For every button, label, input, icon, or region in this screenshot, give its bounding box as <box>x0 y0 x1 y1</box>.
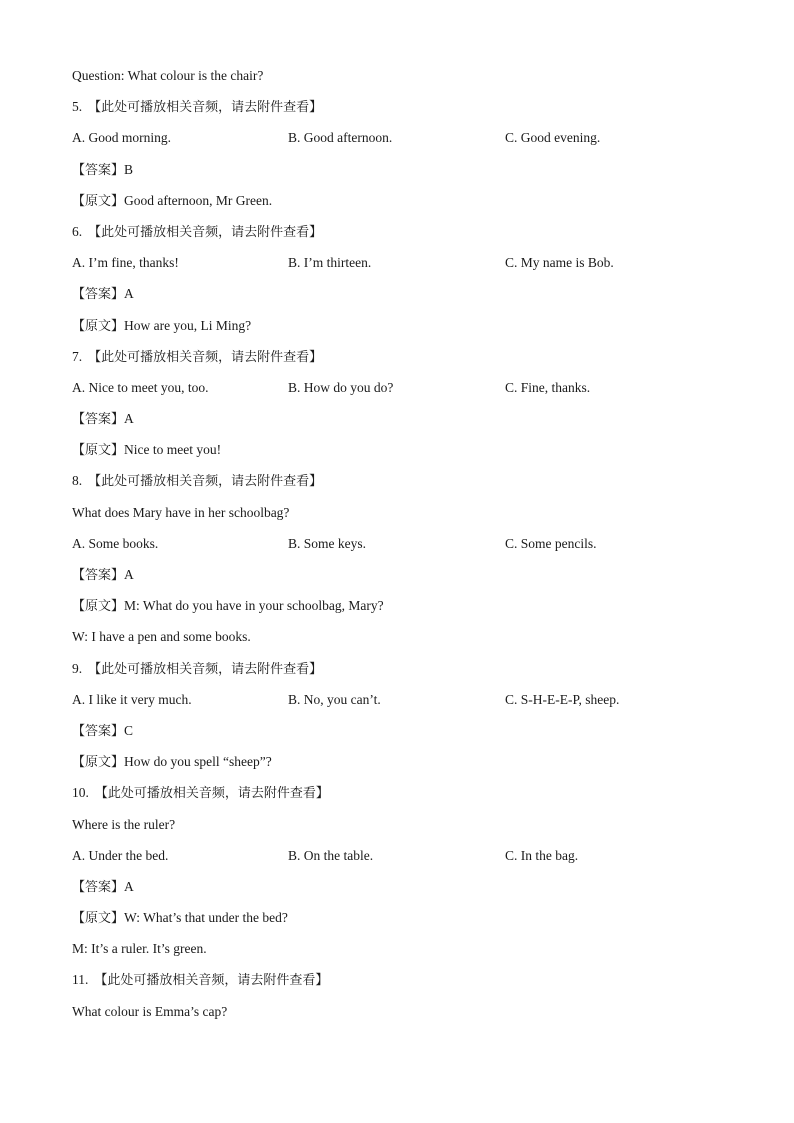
transcript-line: 【原文】How do you spell “sheep”? <box>72 754 272 771</box>
option-c: C. Some pencils. <box>505 535 597 551</box>
option-b: B. How do you do? <box>288 379 394 395</box>
question-header: 5. 【此处可播放相关音频，请去附件查看】 <box>72 99 323 116</box>
answer-options <box>72 686 732 717</box>
option-a: A. Good morning. <box>72 130 171 146</box>
answer-options <box>72 249 732 280</box>
answer-line: 【答案】C <box>72 722 134 739</box>
option-c: C. Fine, thanks. <box>505 379 591 395</box>
transcript-continuation: W: I have a pen and some books. <box>72 629 251 645</box>
answer-line: 【答案】A <box>72 567 134 583</box>
answer-options <box>72 530 732 561</box>
answer-options <box>72 842 732 873</box>
question-prompt: What does Mary have in her schoolbag? <box>72 504 290 520</box>
option-a: A. Under the bed. <box>72 847 169 863</box>
answer-options <box>72 124 732 155</box>
option-b: B. Some keys. <box>288 535 367 551</box>
option-a: A. I’m fine, thanks! <box>72 255 179 271</box>
transcript-line: 【原文】How are you, Li Ming? <box>72 317 252 334</box>
option-b: B. I’m thirteen. <box>288 255 372 271</box>
option-b: B. No, you can’t. <box>288 691 381 707</box>
question-header: 6. 【此处可播放相关音频，请去附件查看】 <box>72 223 323 240</box>
transcript-line: 【原文】W: What’s that under the bed? <box>72 910 288 927</box>
audio-placeholder: 【此处可播放相关音频，请去附件查看】 <box>88 100 323 116</box>
question-header: 10. 【此处可播放相关音频，请去附件查看】 <box>72 785 329 802</box>
answer-line: 【答案】A <box>72 878 134 895</box>
question-header: 9. 【此处可播放相关音频，请去附件查看】 <box>72 660 323 677</box>
audio-placeholder: 【此处可播放相关音频，请去附件查看】 <box>88 661 323 677</box>
question-header: 7. 【此处可播放相关音频，请去附件查看】 <box>72 348 323 365</box>
transcript-continuation: M: It’s a ruler. It’s green. <box>72 941 207 957</box>
audio-placeholder: 【此处可播放相关音频，请去附件查看】 <box>94 786 329 802</box>
option-c: C. Good evening. <box>505 130 601 146</box>
option-a: A. Some books. <box>72 535 159 551</box>
audio-placeholder: 【此处可播放相关音频，请去附件查看】 <box>88 474 323 490</box>
transcript-line: 【原文】Good afternoon, Mr Green. <box>72 192 273 209</box>
option-c: C. In the bag. <box>505 847 579 863</box>
option-b: B. Good afternoon. <box>288 130 393 146</box>
question-header: 11. 【此处可播放相关音频，请去附件查看】 <box>72 972 329 989</box>
answer-line: 【答案】B <box>72 161 134 178</box>
answer-line: 【答案】A <box>72 286 134 303</box>
question-prompt: Where is the ruler? <box>72 816 176 832</box>
option-c: C. S-H-E-E-P, sheep. <box>505 691 620 707</box>
audio-placeholder: 【此处可播放相关音频，请去附件查看】 <box>88 224 323 240</box>
audio-placeholder: 【此处可播放相关音频，请去附件查看】 <box>88 349 323 365</box>
answer-line: 【答案】A <box>72 411 134 428</box>
transcript-line: 【原文】Nice to meet you! <box>72 442 222 459</box>
question-prompt: What colour is Emma’s cap? <box>72 1003 228 1019</box>
document-page <box>72 62 732 1029</box>
audio-placeholder: 【此处可播放相关音频，请去附件查看】 <box>94 973 329 989</box>
option-b: B. On the table. <box>288 847 374 863</box>
option-a: A. Nice to meet you, too. <box>72 379 209 395</box>
option-a: A. I like it very much. <box>72 691 192 707</box>
transcript-line: 【原文】M: What do you have in your schoolbag, Mary? <box>72 598 384 615</box>
answer-options <box>72 374 732 405</box>
question-prompt: Question: What colour is the chair? <box>72 68 264 83</box>
question-header: 8. 【此处可播放相关音频，请去附件查看】 <box>72 473 323 490</box>
option-c: C. My name is Bob. <box>505 255 614 271</box>
